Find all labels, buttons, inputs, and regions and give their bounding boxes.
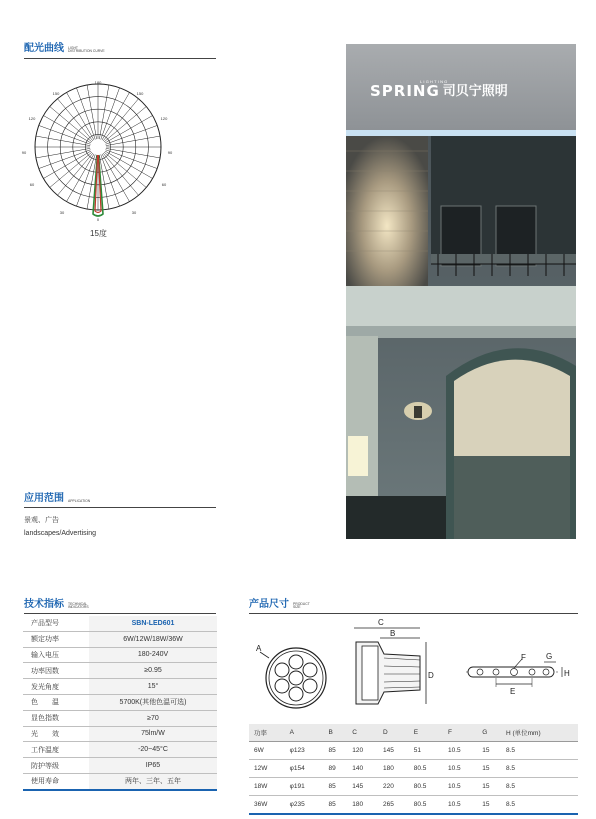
angle-label-right-120: 120 xyxy=(160,116,168,121)
size-cell: 145 xyxy=(347,778,378,796)
angle-label-left-150: 150 xyxy=(52,91,60,96)
size-cell: 89 xyxy=(324,760,348,778)
size-title xyxy=(249,600,310,610)
angle-label-0: 0 xyxy=(96,217,100,222)
size-table xyxy=(249,724,578,815)
size-cell: 18W xyxy=(249,778,285,796)
application-text-en: landscapes/Advertising xyxy=(24,530,96,537)
spec-key: 工作温度 xyxy=(23,742,89,758)
size-cell: 145 xyxy=(378,742,409,760)
brand-cn: 司贝宁照明 xyxy=(442,83,508,98)
size-cell: 80.5 xyxy=(409,778,443,796)
spec-row xyxy=(23,616,217,631)
size-cell: 51 xyxy=(409,742,443,760)
spec-value: 15° xyxy=(89,679,217,695)
spec-row xyxy=(23,647,217,663)
dim-label-a: A xyxy=(256,644,262,653)
size-cell: 220 xyxy=(378,778,409,796)
spec-row xyxy=(23,726,217,742)
side-view-drawing xyxy=(348,616,440,712)
spec-row xyxy=(23,679,217,695)
spec-value: SBN-LED601 xyxy=(89,616,217,631)
brand-sub: LIGHTING xyxy=(420,79,449,84)
spec-value: 两年、三年、五年 xyxy=(89,773,217,789)
size-cell: 80.5 xyxy=(409,760,443,778)
light-curve-title-en1: LIGHT xyxy=(68,45,78,50)
size-cell: B xyxy=(324,724,348,742)
angle-label-left-30: 30 xyxy=(59,210,65,215)
spec-key: 防护等级 xyxy=(23,758,89,774)
size-cell: 140 xyxy=(347,760,378,778)
angle-label-right-90: 90 xyxy=(167,150,173,155)
spec-value: -20~45°C xyxy=(89,742,217,758)
size-cell: 120 xyxy=(347,742,378,760)
spec-row xyxy=(23,758,217,774)
spec-row xyxy=(23,694,217,710)
size-cell: 10.5 xyxy=(443,778,477,796)
bracket-drawing xyxy=(466,648,578,698)
tech-title xyxy=(24,600,89,610)
size-cell: E xyxy=(409,724,443,742)
size-table-body xyxy=(249,724,578,814)
spec-key: 输入电压 xyxy=(23,647,89,663)
dim-label-f: F xyxy=(521,653,526,662)
spec-key: 色 温 xyxy=(23,694,89,710)
size-cell: 15 xyxy=(477,742,501,760)
spec-row xyxy=(23,710,217,726)
spec-value: 75lm/W xyxy=(89,726,217,742)
spec-row xyxy=(23,773,217,789)
size-cell: F xyxy=(443,724,477,742)
size-cell: 功率 xyxy=(249,724,285,742)
tech-rule xyxy=(24,613,216,614)
angle-label-180: 180 xyxy=(94,80,102,85)
brand-main: SPRING xyxy=(370,82,440,100)
size-cell: 12W xyxy=(249,760,285,778)
size-cell: C xyxy=(347,724,378,742)
size-cell: 265 xyxy=(378,796,409,815)
size-rule xyxy=(249,613,578,614)
dim-label-h: H xyxy=(564,669,570,678)
angle-label-right-60: 60 xyxy=(161,182,167,187)
dim-label-g: G xyxy=(546,652,553,661)
dim-label-c: C xyxy=(378,618,384,627)
light-curve-title-en2: DISTRIBUTION CURVE xyxy=(68,49,105,54)
building-night-photo xyxy=(346,136,576,539)
spec-value: 5700K(其他色温可选) xyxy=(89,694,217,710)
size-row xyxy=(249,760,578,778)
application-rule xyxy=(24,507,216,508)
spec-row xyxy=(23,663,217,679)
size-cell: 10.5 xyxy=(443,796,477,815)
spec-key: 额定功率 xyxy=(23,631,89,647)
product-photo-panel xyxy=(346,44,576,539)
spec-key: 发光角度 xyxy=(23,679,89,695)
tech-title-cn: 技术指标 xyxy=(24,599,64,610)
size-cell: D xyxy=(378,724,409,742)
size-title-en2: SIZE xyxy=(293,605,301,610)
size-cell: G xyxy=(477,724,501,742)
size-cell: 80.5 xyxy=(409,796,443,815)
angle-label-left-90: 90 xyxy=(21,150,27,155)
dim-label-e: E xyxy=(510,687,516,696)
dim-label-b: B xyxy=(390,629,396,638)
size-cell: 85 xyxy=(324,778,348,796)
light-curve-title xyxy=(24,44,105,54)
tech-title-en1: TECHNICAL xyxy=(68,601,88,606)
light-curve-title-en xyxy=(68,47,105,54)
polar-center xyxy=(90,139,106,155)
size-cell: H (单位mm) xyxy=(501,724,578,742)
light-curve-title-cn: 配光曲线 xyxy=(24,43,64,54)
spec-value: ≥0.95 xyxy=(89,663,217,679)
size-cell: 180 xyxy=(378,760,409,778)
spec-key: 使用寿命 xyxy=(23,773,89,789)
size-cell: 15 xyxy=(477,778,501,796)
size-cell: 15 xyxy=(477,760,501,778)
front-view-drawing xyxy=(256,640,336,712)
light-curve-rule xyxy=(24,58,216,59)
spec-table xyxy=(23,616,217,791)
size-title-en xyxy=(293,603,310,610)
size-cell: 180 xyxy=(347,796,378,815)
spec-key: 光 效 xyxy=(23,726,89,742)
size-row xyxy=(249,742,578,760)
size-cell: 8.5 xyxy=(501,778,578,796)
dim-label-d: D xyxy=(428,671,434,680)
spec-row xyxy=(23,631,217,647)
spec-value: ≥70 xyxy=(89,710,217,726)
spec-key: 显色指数 xyxy=(23,710,89,726)
brand-logo xyxy=(370,79,508,100)
size-cell: A xyxy=(285,724,324,742)
size-cell: φ191 xyxy=(285,778,324,796)
spec-row xyxy=(23,742,217,758)
polar-chart xyxy=(18,74,178,224)
size-cell: φ235 xyxy=(285,796,324,815)
size-row xyxy=(249,778,578,796)
application-text-cn: 景观、广告 xyxy=(24,517,59,524)
size-cell: 6W xyxy=(249,742,285,760)
tech-title-en2: INDICATORS xyxy=(68,605,89,610)
size-title-cn: 产品尺寸 xyxy=(249,599,289,610)
size-cell: 15 xyxy=(477,796,501,815)
beam-angle-label: 15度 xyxy=(90,229,107,238)
angle-label-left-120: 120 xyxy=(28,116,36,121)
size-title-en1: PRODUCT xyxy=(293,601,310,606)
spec-key: 功率因数 xyxy=(23,663,89,679)
size-cell: 10.5 xyxy=(443,760,477,778)
size-header-row xyxy=(249,724,578,742)
size-cell: 10.5 xyxy=(443,742,477,760)
spec-value: IP65 xyxy=(89,758,217,774)
spec-value: 6W/12W/18W/36W xyxy=(89,631,217,647)
angle-label-right-30: 30 xyxy=(131,210,137,215)
spec-value: 180-240V xyxy=(89,647,217,663)
application-title xyxy=(24,494,90,504)
size-cell: 36W xyxy=(249,796,285,815)
spec-key: 产品型号 xyxy=(23,616,89,631)
size-row xyxy=(249,796,578,815)
tech-title-en xyxy=(68,603,89,610)
angle-label-right-150: 150 xyxy=(136,91,144,96)
size-cell: 8.5 xyxy=(501,796,578,815)
spec-table-body xyxy=(23,616,217,790)
application-title-cn: 应用范围 xyxy=(24,493,64,504)
angle-label-left-60: 60 xyxy=(29,182,35,187)
size-cell: φ154 xyxy=(285,760,324,778)
size-cell: 85 xyxy=(324,742,348,760)
application-title-en: APPLICATION xyxy=(68,499,91,504)
size-cell: φ123 xyxy=(285,742,324,760)
size-cell: 85 xyxy=(324,796,348,815)
size-cell: 8.5 xyxy=(501,760,578,778)
size-cell: 8.5 xyxy=(501,742,578,760)
